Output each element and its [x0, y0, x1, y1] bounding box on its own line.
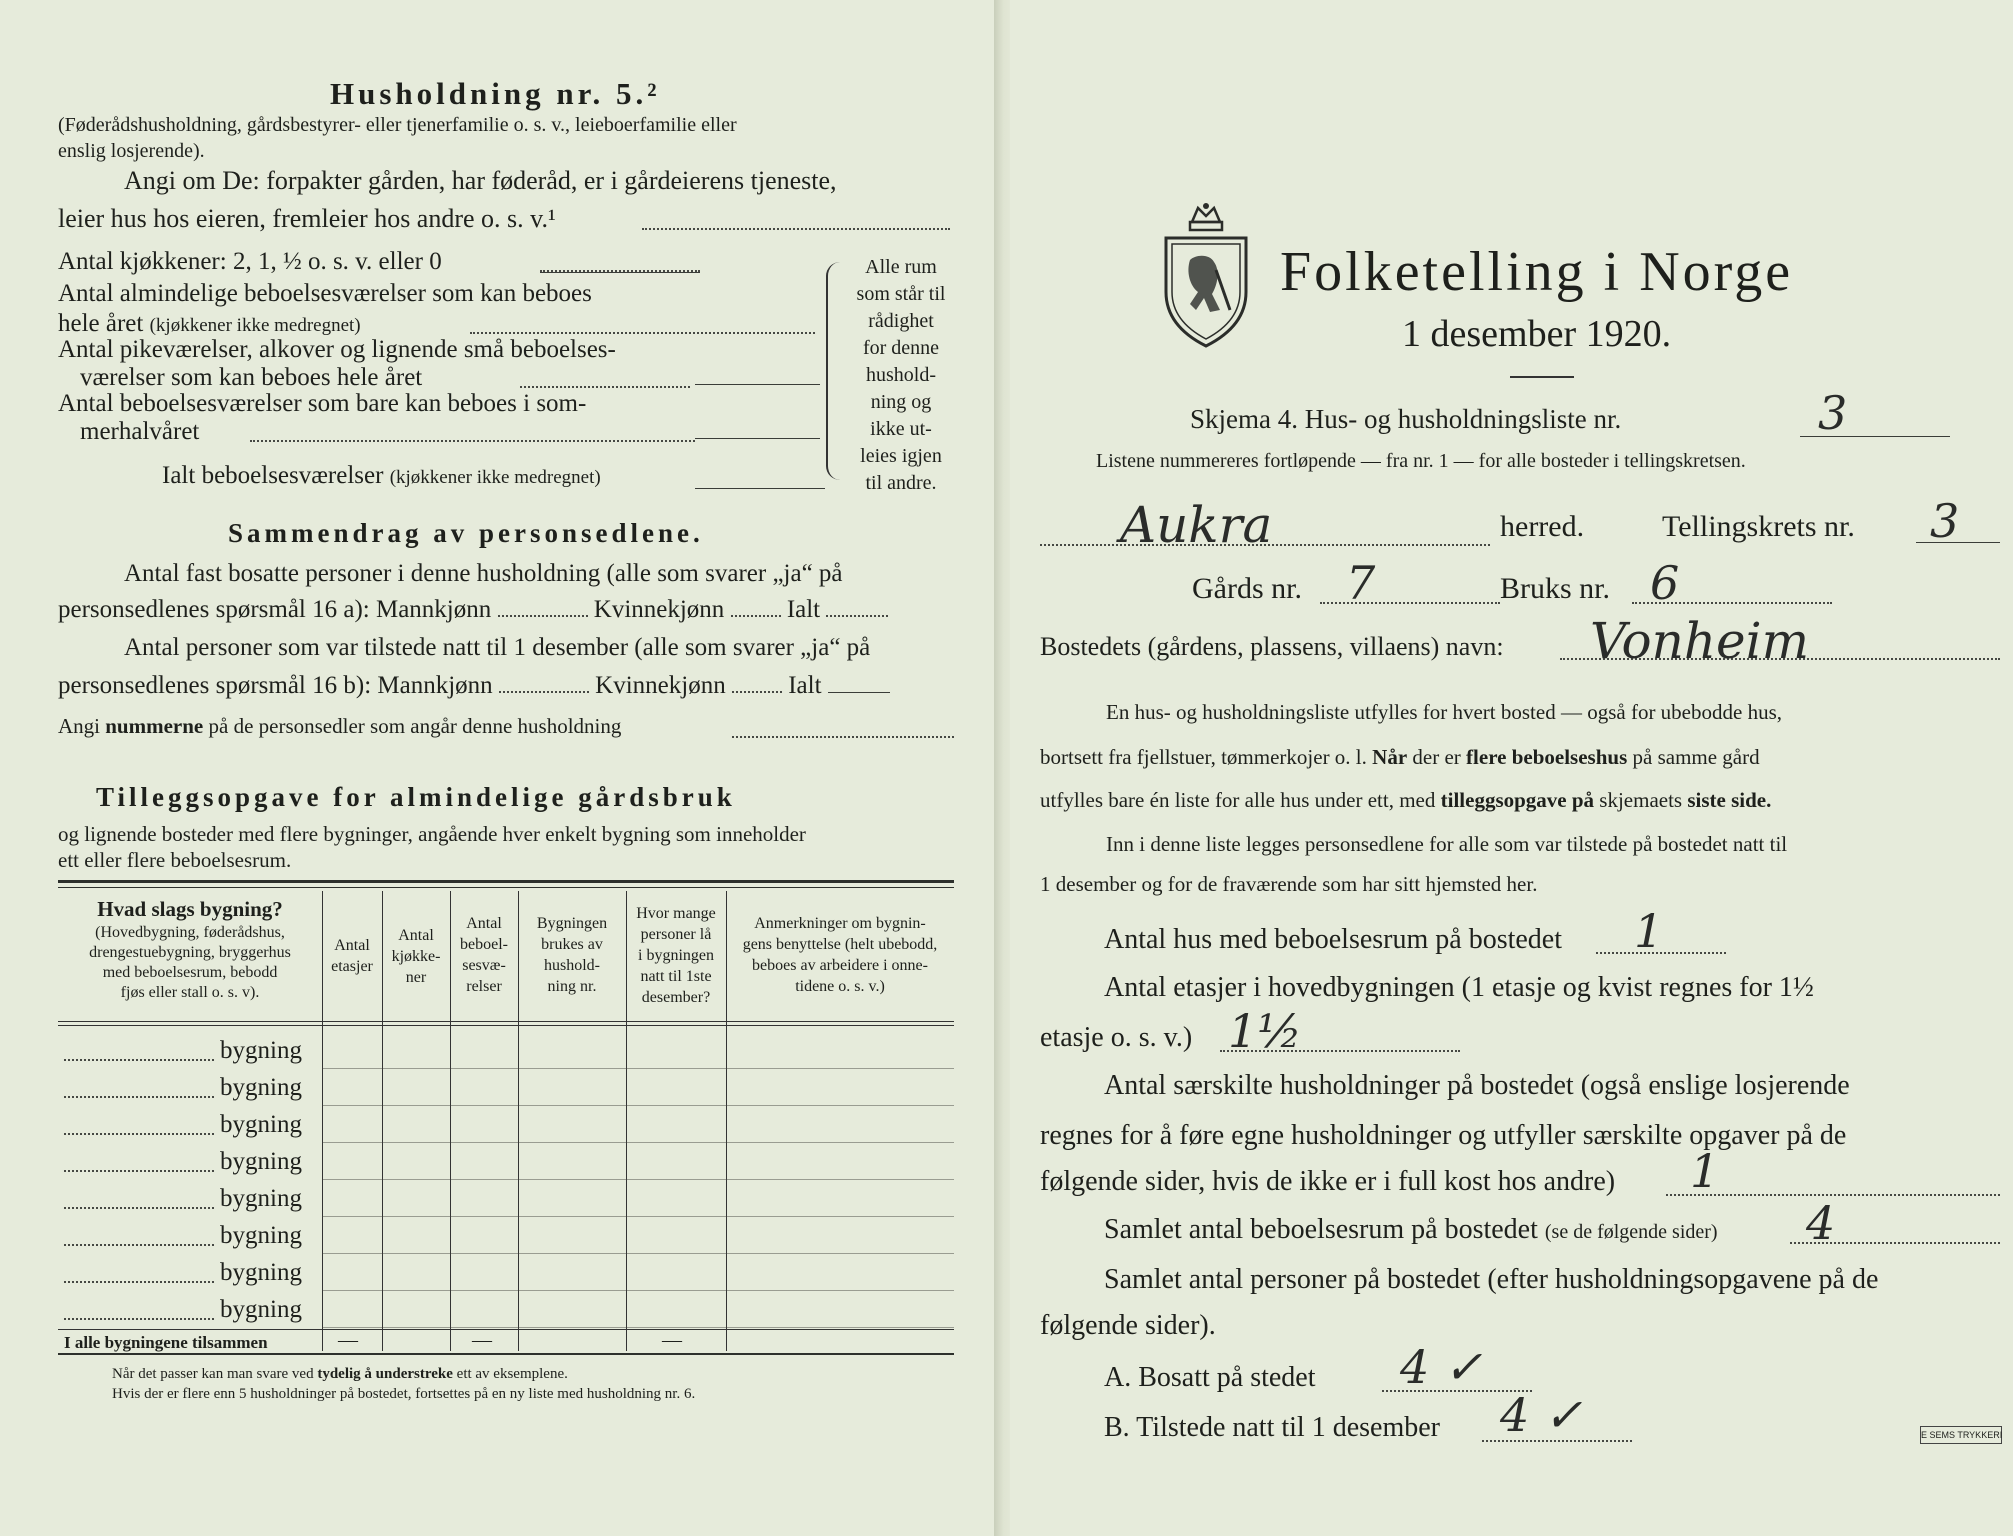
header-line: relser [466, 978, 502, 995]
p1-ialt-label: Ialt [786, 596, 821, 623]
total-dash-vaerelser: — [472, 1329, 492, 1351]
total-dash-etasjer: — [338, 1329, 358, 1351]
instruction-3 [1040, 788, 1771, 813]
row-fill[interactable] [64, 1096, 214, 1098]
row-grid [322, 1033, 954, 1329]
rooms-ialt-small: (kjøkkener ikke medregnet) [389, 467, 601, 488]
note-line: ikke ut- [870, 418, 932, 440]
main-title: Folketelling i Norge [1280, 241, 1794, 303]
intro-line-1: (Føderådshusholdning, gårdsbestyrer- eller tjenerfamilie o. s. v., leieboerfamilie eller [58, 114, 737, 136]
header-line: beboes av arbeidere i onne- [752, 957, 928, 974]
pers-line-2: følgende sider). [1040, 1310, 1216, 1341]
tillegg-sub-1: og lignende bosteder med flere bygninger, angående hver enkelt bygning som inneholder [58, 822, 806, 846]
title-rule [1510, 376, 1574, 378]
right-page [1010, 0, 2013, 1536]
p2-mann-field[interactable] [499, 691, 589, 693]
kjokkener-line [540, 272, 700, 273]
tilstede-value[interactable]: 4 ✓ [1500, 1388, 1583, 1442]
census-date: 1 desember 1920. [1402, 313, 1672, 355]
pike-line [695, 384, 820, 385]
angi-pre: Angi [58, 714, 106, 738]
row-fill[interactable] [64, 1318, 214, 1320]
header-rule [58, 1025, 954, 1026]
instruction-4: Inn i denne liste legges personsedlene for alle som var tilstede på bostedet natt til [1106, 832, 1788, 856]
sammendrag-p1b-row [58, 596, 888, 624]
p2-kvinne-field[interactable] [732, 691, 782, 693]
angi-line-2: leier hus hos eieren, fremleier hos andre o. s. v.¹ [58, 204, 556, 233]
skjema-label: Skjema 4. Hus- og husholdningsliste nr. [1190, 404, 1622, 434]
coat-of-arms-icon [1160, 200, 1252, 350]
p2-kvinne-label: Kvinnekjønn [595, 672, 726, 699]
rum-row [1104, 1214, 1718, 1246]
header-line: brukes av [541, 936, 603, 953]
hus-label: Antal hus med beboelsesrum på bostedet [1104, 924, 1563, 955]
sarsk-line-2: regnes for å føre egne husholdninger og utfyller særskilte opgaver på de [1040, 1120, 1847, 1151]
instr2-pre: bortsett fra fjellstuer, tømmerkojer o. l. [1040, 745, 1373, 769]
row-fill[interactable] [64, 1207, 214, 1209]
table-row [58, 1107, 322, 1144]
table-row [58, 1255, 322, 1292]
note-line: ning og [870, 391, 932, 413]
tilstede-label: B. Tilstede natt til 1 desember [1104, 1412, 1440, 1443]
row-label: bygning [220, 1296, 302, 1323]
som-line [695, 438, 820, 439]
sammendrag-p2b-row [58, 672, 890, 700]
table-row [58, 1218, 322, 1255]
note-line: rådighet [868, 310, 934, 332]
header-line: ner [405, 969, 427, 986]
listene-note: Listene nummereres fortløpende — fra nr. 1 — for alle bosteder i tellingskretsen. [1096, 450, 1746, 472]
header-type-line: drengestuebygning, bryggerhus [89, 944, 291, 961]
rooms-som-1: Antal beboelsesværelser som bare kan beboes i som- [58, 390, 587, 417]
footnote-1 [112, 1366, 568, 1383]
gards-label: Gårds nr. [1192, 572, 1302, 605]
row-fill[interactable] [64, 1244, 214, 1246]
table-row [58, 1033, 322, 1070]
rooms-alm-1: Antal almindelige beboelsesværelser som kan beboes [58, 280, 592, 307]
header-line: ning nr. [547, 978, 597, 995]
p1-kvinne-field[interactable] [731, 615, 781, 617]
table-top-rule [58, 887, 954, 888]
instruction-1: En hus- og husholdningsliste utfylles for hvert bosted — også for ubebodde hus, [1106, 700, 1782, 724]
note-line: leies igjen [860, 445, 942, 467]
bruks-value[interactable]: 6 [1650, 556, 1680, 610]
row-label: bygning [220, 1148, 302, 1175]
header-type [58, 899, 322, 1003]
tellingskrets-label: Tellingskrets nr. [1662, 510, 1855, 543]
row-label: bygning [220, 1185, 302, 1212]
tillegg-title: Tilleggsopgave for almindelige gårdsbruk [96, 782, 736, 812]
rooms-ialt: Ialt beboelsesværelser [162, 462, 384, 489]
table-row [58, 1144, 322, 1181]
sammendrag-title: Sammendrag av personsedlene. [228, 518, 704, 548]
row-label: bygning [220, 1259, 302, 1286]
p1-ialt-field[interactable] [826, 615, 888, 617]
header-rule [58, 1021, 954, 1022]
instruction-2 [1040, 745, 1760, 770]
rooms-ialt-wrap [162, 462, 601, 490]
header-line: sesvæ- [462, 957, 506, 974]
row-fill[interactable] [64, 1170, 214, 1172]
header-line: desember? [641, 989, 711, 1006]
sammendrag-p1b: personsedlenes spørsmål 16 a): Mannkjønn [58, 596, 492, 623]
note-line: for denne [862, 337, 940, 359]
header-kjokkener [382, 925, 450, 988]
rum-label: Samlet antal beboelsesrum på bostedet [1104, 1214, 1538, 1245]
foot-post: ett av eksemplene. [452, 1366, 568, 1382]
header-brukes [518, 913, 626, 997]
printer-stamp: E SEMS TRYKKERI [1920, 1426, 2002, 1444]
header-line: etasjer [331, 958, 373, 975]
row-label: bygning [220, 1074, 302, 1101]
total-dash-personer: — [662, 1329, 682, 1351]
sammendrag-p2a: Antal personer som var tilstede natt til 1 desember (alle som svarer „ja“ på [124, 634, 871, 661]
sammendrag-p2b: personsedlenes spørsmål 16 b): Mannkjønn [58, 672, 493, 699]
tellingskrets-value[interactable]: 3 [1930, 494, 1960, 548]
header-type-line: med beboelsesrum, bebodd [102, 964, 278, 981]
instr3-pre: utfylles bare én liste for alle hus under ett, med [1040, 788, 1441, 812]
herred-value[interactable]: Aukra [1120, 496, 1273, 554]
note-line: som står til [856, 283, 946, 305]
book-spine [994, 0, 1010, 1536]
etasjer-line-1: Antal etasjer i hovedbygningen (1 etasje og kvist regnes for 1½ [1104, 972, 1814, 1003]
p2-ialt-field[interactable] [828, 692, 890, 693]
ialt-line[interactable] [695, 488, 825, 489]
angi-nummerne-row [58, 714, 621, 739]
header-type-line: fjøs eller stall o. s. v). [120, 984, 260, 1001]
gards-value[interactable]: 7 [1346, 556, 1376, 610]
bosatt-label: A. Bosatt på stedet [1104, 1362, 1316, 1393]
instr3-bold: tilleggsopgave på [1440, 788, 1595, 812]
rooms-alm-2-small: (kjøkkener ikke medregnet) [149, 315, 361, 336]
row-fill[interactable] [64, 1059, 214, 1061]
pers-line-1: Samlet antal personer på bostedet (efter husholdningsopgavene på de [1104, 1264, 1879, 1295]
header-line: kjøkke- [391, 948, 441, 965]
foot-pre: Når det passer kan man svare ved [112, 1366, 318, 1382]
total-label: I alle bygningene tilsammen [64, 1333, 268, 1352]
bruks-label: Bruks nr. [1500, 572, 1611, 605]
rooms-alm-2: hele året [58, 310, 144, 337]
skjema-value[interactable]: 3 [1818, 386, 1848, 440]
sarsk-line-3: følgende sider, hvis de ikke er i full kost hos andre) [1040, 1166, 1616, 1197]
header-vaerelser [450, 913, 518, 997]
header-etasjer [322, 935, 382, 977]
etasjer-line-2: etasje o. s. v.) [1040, 1022, 1193, 1053]
left-page [0, 0, 996, 1536]
header-type-title: Hvad slags bygning? [97, 897, 283, 921]
p2-ialt-label: Ialt [788, 672, 822, 699]
angi-fill-line[interactable] [642, 228, 950, 230]
angi-nummerne-field[interactable] [732, 736, 954, 738]
alm-fill[interactable] [470, 332, 815, 334]
header-line: beboel- [460, 936, 508, 953]
sammendrag-p1a: Antal fast bosatte personer i denne husholdning (alle som svarer „ja“ på [124, 560, 843, 587]
total-rule [58, 1329, 954, 1330]
som-fill[interactable] [250, 440, 695, 442]
rooms-side-note [846, 254, 956, 497]
instr2-bold: flere beboelseshus [1466, 745, 1628, 769]
building-table [58, 880, 954, 1355]
row-fill[interactable] [64, 1133, 214, 1135]
note-line: til andre. [865, 472, 937, 494]
instr2-bold: Når [1372, 745, 1408, 769]
angi-post: på de personsedler som angår denne husholdning [203, 714, 622, 738]
header-line: Bygningen [536, 915, 608, 932]
p1-mann-field[interactable] [498, 615, 588, 617]
header-line: hushold- [544, 957, 600, 974]
header-line: i bygningen [638, 947, 714, 964]
bosted-value[interactable]: Vonheim [1590, 612, 1810, 670]
angi-bold: nummerne [105, 714, 204, 738]
table-row [58, 1292, 322, 1329]
instr2-mid: der er [1407, 745, 1467, 769]
hus-value[interactable]: 1 [1634, 904, 1664, 958]
household-title: Husholdning nr. 5.² [330, 76, 661, 111]
header-anm [726, 913, 954, 997]
angi-line-1: Angi om De: forpakter gården, har føderåd, er i gårdeierens tjeneste, [124, 166, 837, 195]
note-line: hushold- [866, 364, 936, 386]
sarsk-line-1: Antal særskilte husholdninger på bostedet (også enslige losjerende [1104, 1070, 1850, 1101]
rum-value[interactable]: 4 [1806, 1196, 1836, 1250]
header-type-line: (Hovedbygning, føderådshus, [95, 924, 285, 941]
row-label: bygning [220, 1111, 302, 1138]
row-fill[interactable] [64, 1281, 214, 1283]
brace [826, 262, 842, 480]
p1-kvinne-label: Kvinnekjønn [593, 596, 725, 623]
instr3-bold: siste side. [1687, 788, 1772, 812]
tillegg-sub-2: ett eller flere beboelsesrum. [58, 848, 292, 872]
header-line: natt til 1ste [640, 968, 712, 985]
rooms-som-2: merhalvåret [80, 418, 200, 445]
instruction-5: 1 desember og for de fraværende som har sitt hjemsted her. [1040, 872, 1538, 896]
rooms-alm-2-wrap [58, 310, 361, 338]
rooms-pike-1: Antal pikeværelser, alkover og lignende små beboelses- [58, 336, 616, 363]
header-line: Antal [398, 927, 434, 944]
header-line: gens benyttelse (helt ubebodd, [742, 936, 938, 953]
header-line: Anmerkninger om bygnin- [754, 915, 926, 932]
note-line: Alle rum [865, 256, 937, 278]
instr2-post: på samme gård [1627, 745, 1760, 769]
header-line: personer lå [640, 926, 712, 943]
sarsk-value[interactable]: 1 [1690, 1144, 1720, 1198]
intro-line-2: enslig losjerende). [58, 140, 205, 162]
rum-small: (se de følgende sider) [1544, 1221, 1718, 1243]
header-line: Hvor mange [636, 905, 716, 922]
foot-bold: tydelig å understreke [317, 1366, 453, 1382]
table-row [58, 1070, 322, 1107]
row-label: bygning [220, 1037, 302, 1064]
header-line: tidene o. s. v.) [795, 978, 885, 995]
header-line: Antal [334, 937, 370, 954]
bosatt-value[interactable]: 4 ✓ [1400, 1340, 1483, 1394]
footnote-2: Hvis der er flere enn 5 husholdninger på bostedet, fortsettes på en ny liste med husholdning nr. 6. [112, 1386, 696, 1402]
rooms-kjokkener: Antal kjøkkener: 2, 1, ½ o. s. v. eller 0 [58, 248, 442, 275]
herred-label: herred. [1500, 510, 1585, 543]
etasjer-value[interactable]: 1½ [1228, 1004, 1302, 1058]
pike-fill[interactable] [520, 386, 690, 388]
instr3-mid: skjemaets [1594, 788, 1688, 812]
bosted-label: Bostedets (gårdens, plassens, villaens) navn: [1040, 632, 1504, 661]
row-label: bygning [220, 1222, 302, 1249]
header-personer [626, 903, 726, 1008]
table-row [58, 1181, 322, 1218]
rooms-pike-2: værelser som kan beboes hele året [80, 364, 423, 391]
header-line: Antal [466, 915, 502, 932]
